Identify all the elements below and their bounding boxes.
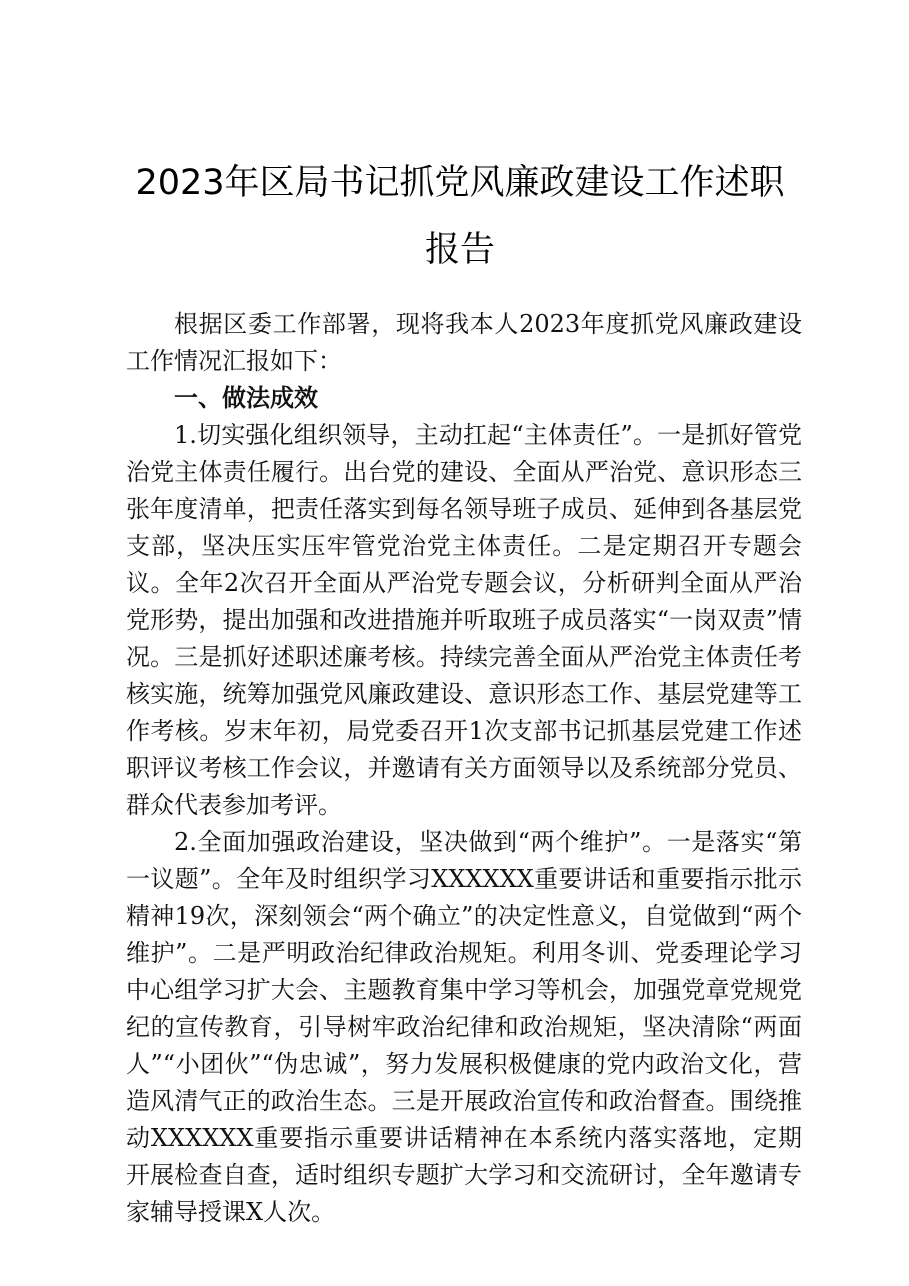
- paragraph-1: 1.切实强化组织领导，主动扛起“主体责任”。一是抓好管党治党主体责任履行。出台党的建设、全面从严治党、意识形态三张年度清单，把责任落实到每名领导班子成员、延伸到各基层党支部，坚决压实压牢管党治党主体责任。二是定期召开专题会议。全年2次召开全面从严治党专题会议，分析研判全面从严治党形势，提出加强和改进措施并听取班子成员落实“一岗双责”情况。三是抓好述职述廉考核。持续完善全面从严治党主体责任考核实施，统筹加强党风廉政建设、意识形态工作、基层党建等工作考核。岁末年初，局党委召开1次支部书记抓基层党建工作述职评议考核工作会议，并邀请有关方面领导以及系统部分党员、群众代表参加考评。: [126, 421, 802, 819]
- paragraph-2: 2.全面加强政治建设，坚决做到“两个维护”。一是落实“第一议题”。全年及时组织学习XXXXXX重要讲话和重要指示批示精神19次，深刻领会“两个确立”的决定性意义，自觉做到“两个维护”。二是严明政治纪律政治规矩。利用冬训、党委理论学习中心组学习扩大会、主题教育集中学习等机会，加强党章党规党纪的宣传教育，引导树牢政治纪律和政治规矩，坚决清除“两面人”“小团伙”“伪忠诚”，努力发展积极健康的党内政治文化，营造风清气正的政治生态。三是开展政治宣传和政治督查。围绕推动XXXXXX重要指示重要讲话精神在本系统内落实落地，定期开展检查自查，适时组织专题扩大学习和交流研讨，全年邀请专家辅导授课X人次。: [126, 828, 802, 1226]
- document-body: [126, 306, 802, 1231]
- intro-paragraph: 根据区委工作部署，现将我本人2023年度抓党风廉政建设工作情况汇报如下：: [126, 310, 802, 375]
- document-title: 2023年区局书记抓党风廉政建设工作述职报告: [135, 163, 785, 270]
- section-heading: 一、做法成效: [174, 384, 318, 412]
